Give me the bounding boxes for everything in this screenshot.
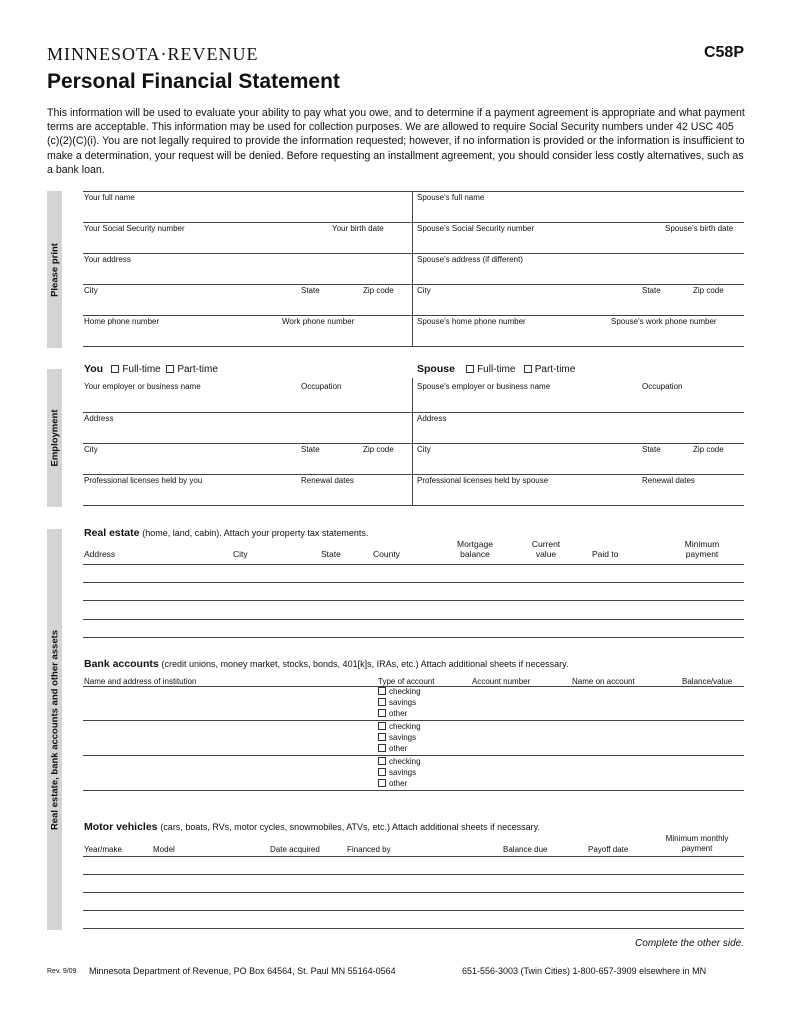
bank3-checking-option[interactable]: checking (378, 757, 421, 766)
bank-col-account-number: Account number (472, 677, 531, 686)
real-estate-header: Real estate (home, land, cabin). Attach your property tax statements. (84, 527, 369, 539)
bank2-savings-option[interactable]: savings (378, 733, 416, 742)
bank3-checking-checkbox[interactable] (378, 757, 386, 765)
your-occupation-field[interactable]: Occupation (301, 382, 342, 391)
bank3-savings-checkbox[interactable] (378, 768, 386, 776)
home-phone-field[interactable]: Home phone number (84, 317, 160, 326)
spouse-full-time-checkbox[interactable] (466, 365, 474, 373)
bank3-savings-option[interactable]: savings (378, 768, 416, 777)
bank1-checking-checkbox[interactable] (378, 687, 386, 695)
re-col-county: County (373, 549, 400, 559)
spouse-renewal-field[interactable]: Renewal dates (642, 476, 695, 485)
employer-zip-field[interactable]: Zip code (363, 445, 394, 454)
department-address: Minnesota Department of Revenue, PO Box 64564, St. Paul MN 55164-0564 (89, 966, 396, 976)
spouse-employment-header: Spouse Full-time Part-time (417, 363, 576, 375)
spouse-employer-address-field[interactable]: Address (417, 414, 447, 423)
mv-col-payoff-date: Payoff date (588, 845, 629, 854)
bank1-savings-option[interactable]: savings (378, 698, 416, 707)
bank1-savings-checkbox[interactable] (378, 698, 386, 706)
your-state-field[interactable]: State (301, 286, 320, 295)
bank2-checking-checkbox[interactable] (378, 722, 386, 730)
spouse-birth-date-field[interactable]: Spouse's birth date (665, 224, 734, 233)
sidebar-personal: Please print (47, 191, 62, 348)
spouse-licenses-field[interactable]: Professional licenses held by spouse (417, 476, 549, 485)
employer-address-field[interactable]: Address (84, 414, 114, 423)
intro-text: This information will be used to evaluate your ability to pay what you owe, and to determine if a payment agreement is appropriate and what payment terms are acceptable. This information may be used for collection purposes. We are allowed to require Social Security numbers under 42 USC 405 (c)(2)(C)(i). You are not legally required to provide the information requested; however, if no information is provided or the information is insufficient to make a determination, your request will be denied. Before requesting an installment agreement, you should consider less costly alternatives, such as a bank loan. (47, 107, 745, 176)
bank-col-name-on-account: Name on account (572, 677, 635, 686)
employer-city-field[interactable]: City (84, 445, 98, 454)
form-number: C58P (703, 44, 744, 61)
spouse-home-phone-field[interactable]: Spouse's home phone number (417, 317, 526, 326)
your-full-name-field[interactable]: Your full name (84, 193, 135, 202)
mv-col-model: Model (153, 845, 175, 854)
your-licenses-field[interactable]: Professional licenses held by you (84, 476, 203, 485)
bank2-other-option[interactable]: other (378, 744, 407, 753)
bank2-checking-option[interactable]: checking (378, 722, 421, 731)
bank3-other-checkbox[interactable] (378, 779, 386, 787)
you-part-time-checkbox[interactable] (166, 365, 174, 373)
spouse-occupation-field[interactable]: Occupation (642, 382, 683, 391)
your-renewal-field[interactable]: Renewal dates (301, 476, 354, 485)
sidebar-assets: Real estate, bank accounts and other assets (47, 529, 62, 930)
you-full-time-checkbox[interactable] (111, 365, 119, 373)
complete-other-side-note: Complete the other side. (635, 938, 744, 949)
your-ssn-field[interactable]: Your Social Security number (84, 224, 185, 233)
re-col-city: City (233, 549, 248, 559)
bank-accounts-header: Bank accounts (credit unions, money market, stocks, bonds, 401[k]s, IRAs, etc.) Attach additional sheets if necessary. (84, 658, 569, 670)
brand-logo: MINNESOTA·REVENUE (47, 44, 259, 64)
re-col-paid-to: Paid to (592, 549, 619, 559)
your-birth-date-field[interactable]: Your birth date (332, 224, 384, 233)
sidebar-employment: Employment (47, 369, 62, 507)
spouse-work-phone-field[interactable]: Spouse's work phone number (611, 317, 717, 326)
bank-col-institution: Name and address of institution (84, 677, 197, 686)
revision-date: Rev. 9/09 (47, 968, 77, 975)
spouse-zip-field[interactable]: Zip code (693, 286, 724, 295)
mv-col-year-make: Year/make (84, 845, 122, 854)
your-zip-field[interactable]: Zip code (363, 286, 394, 295)
bank1-other-checkbox[interactable] (378, 709, 386, 717)
employer-state-field[interactable]: State (301, 445, 320, 454)
bank-col-type: Type of account (378, 677, 435, 686)
mv-col-balance-due: Balance due (503, 845, 548, 854)
bank-col-balance: Balance/value (682, 677, 733, 686)
re-col-mortgage: Mortgage balance (457, 539, 493, 559)
spouse-employer-city-field[interactable]: City (417, 445, 431, 454)
spouse-employer-zip-field[interactable]: Zip code (693, 445, 724, 454)
spouse-state-field[interactable]: State (642, 286, 661, 295)
re-col-address: Address (84, 549, 116, 559)
your-employer-field[interactable]: Your employer or business name (84, 382, 201, 391)
spouse-employer-state-field[interactable]: State (642, 445, 661, 454)
bank2-savings-checkbox[interactable] (378, 733, 386, 741)
you-employment-header: You Full-time Part-time (84, 363, 218, 375)
re-col-minimum-payment: Minimum payment (684, 539, 720, 559)
spouse-employer-field[interactable]: Spouse's employer or business name (417, 382, 551, 391)
bank3-other-option[interactable]: other (378, 779, 407, 788)
spouse-full-name-field[interactable]: Spouse's full name (417, 193, 485, 202)
spouse-city-field[interactable]: City (417, 286, 431, 295)
work-phone-field[interactable]: Work phone number (282, 317, 355, 326)
spouse-address-field[interactable]: Spouse's address (if different) (417, 255, 523, 264)
bank1-other-option[interactable]: other (378, 709, 407, 718)
spouse-part-time-checkbox[interactable] (524, 365, 532, 373)
your-city-field[interactable]: City (84, 286, 98, 295)
re-col-state: State (321, 549, 341, 559)
re-col-current-value: Current value (531, 539, 561, 559)
your-address-field[interactable]: Your address (84, 255, 131, 264)
mv-col-min-monthly-payment: Minimum monthly payment (665, 834, 729, 853)
bank1-checking-option[interactable]: checking (378, 687, 421, 696)
page-title: Personal Financial Statement (47, 70, 340, 93)
mv-col-financed-by: Financed by (347, 845, 391, 854)
spouse-ssn-field[interactable]: Spouse's Social Security number (417, 224, 535, 233)
phone-numbers: 651-556-3003 (Twin Cities) 1-800-657-3909 elsewhere in MN (462, 966, 707, 976)
motor-vehicles-header: Motor vehicles (cars, boats, RVs, motor cycles, snowmobiles, ATVs, etc.) Attach additional sheets if necessary. (84, 821, 540, 833)
mv-col-date-acquired: Date acquired (270, 845, 320, 854)
bank2-other-checkbox[interactable] (378, 744, 386, 752)
